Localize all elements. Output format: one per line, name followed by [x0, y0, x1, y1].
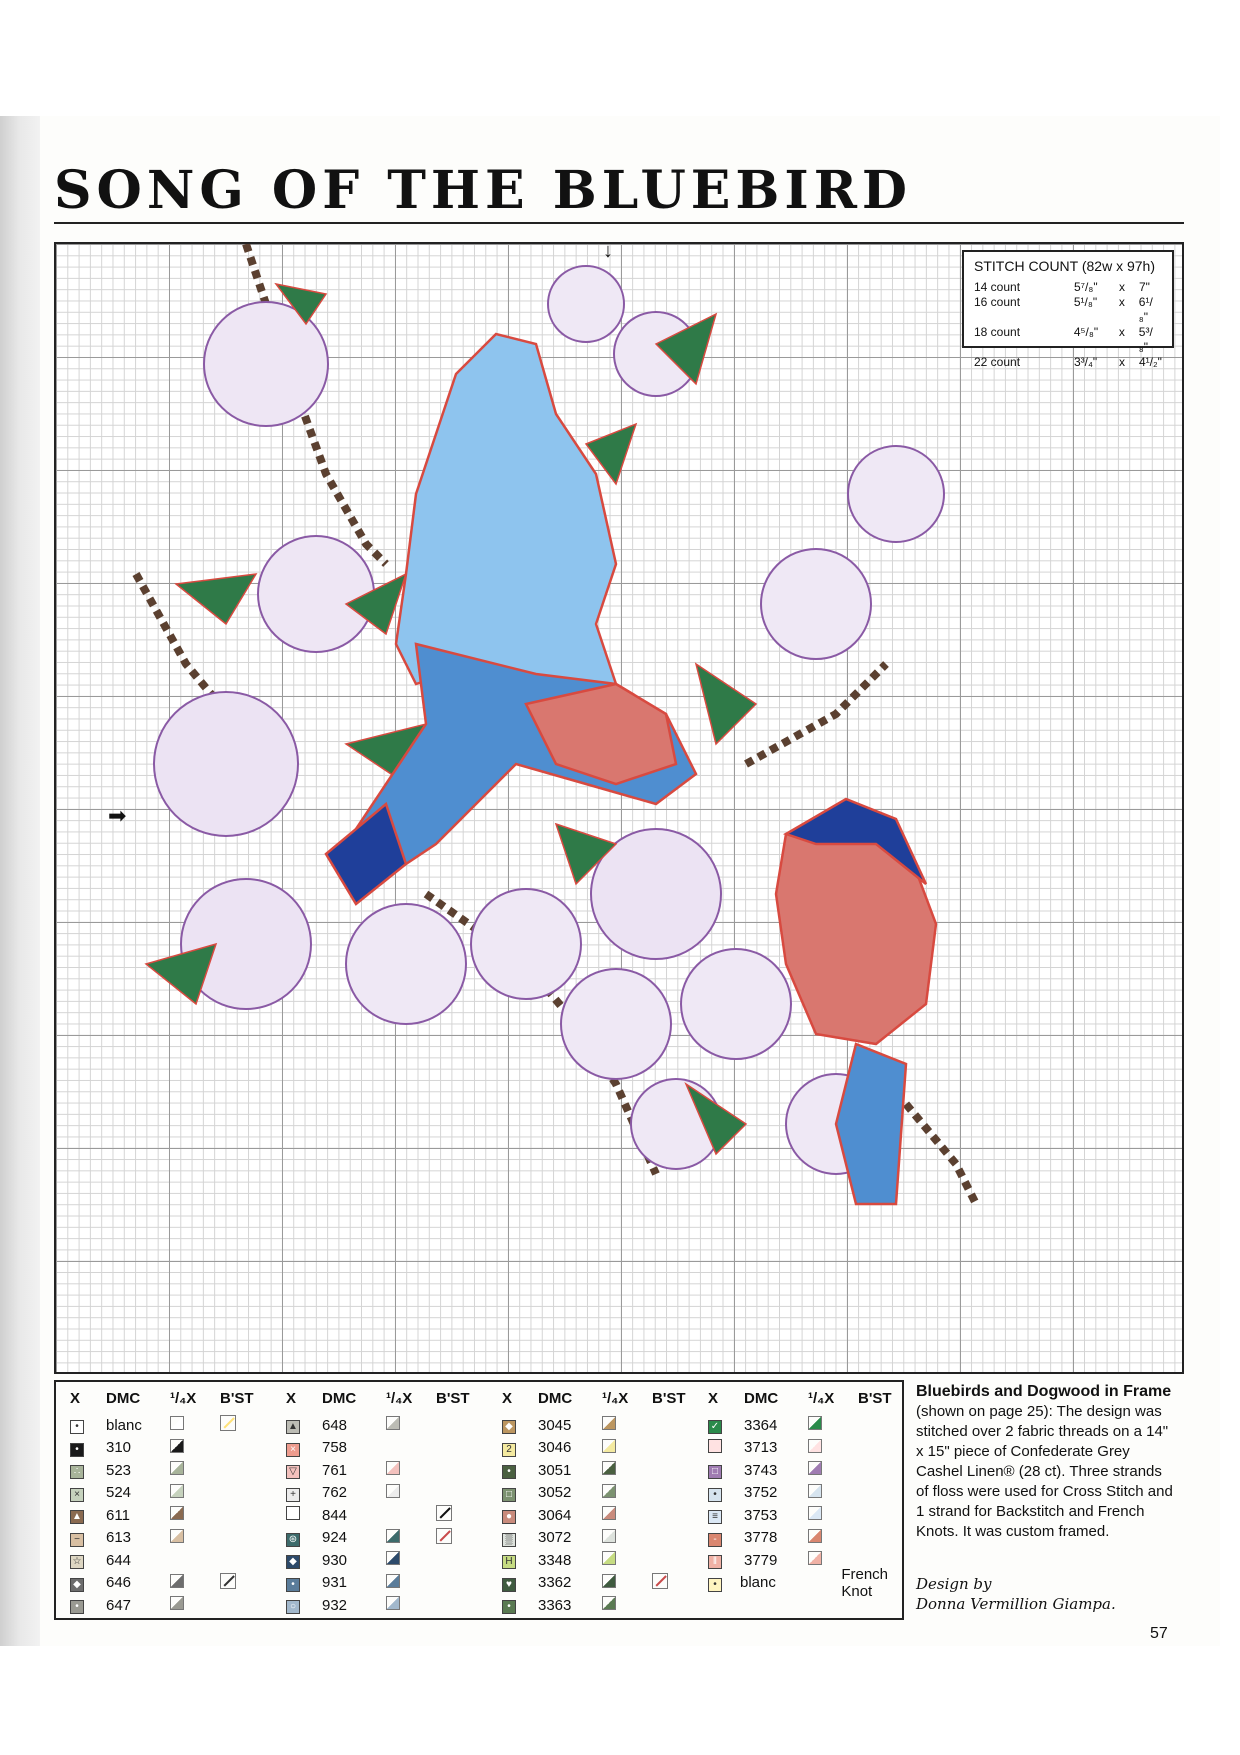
blossom — [204, 302, 328, 426]
quarter-stitch-icon — [386, 1574, 400, 1588]
blossom — [848, 446, 944, 542]
dmc-number: 3752 — [744, 1484, 778, 1502]
dmc-number: 924 — [322, 1529, 348, 1547]
count-width: 3³/₄" — [1074, 355, 1098, 369]
title-rule — [54, 222, 1184, 224]
key-header-bst: B'ST — [858, 1390, 892, 1407]
key-row — [502, 1572, 708, 1595]
key-row — [708, 1482, 914, 1505]
notes-title: Bluebirds and Dogwood in Frame — [916, 1383, 1172, 1400]
key-row — [286, 1482, 492, 1505]
design-notes — [916, 1382, 1178, 1542]
design-credit-line2: Donna Vermillion Giampa. — [916, 1595, 1116, 1613]
dmc-number: 644 — [106, 1551, 132, 1569]
key-row — [502, 1482, 708, 1505]
floss-symbol-icon — [708, 1439, 722, 1453]
key-row — [286, 1459, 492, 1482]
quarter-stitch-icon — [386, 1529, 400, 1543]
dmc-number: 3045 — [538, 1416, 572, 1434]
quarter-stitch-icon — [808, 1529, 822, 1543]
stitch-count-box — [962, 250, 1174, 369]
floss-symbol-icon: ✓ — [708, 1420, 722, 1434]
key-row — [502, 1414, 708, 1437]
quarter-stitch-icon — [602, 1506, 616, 1520]
center-arrow-top-icon: ↓ — [603, 240, 613, 262]
floss-symbol-icon: □ — [502, 1488, 516, 1502]
dmc-number: 524 — [106, 1484, 132, 1502]
stitch-count-row — [974, 280, 1162, 295]
floss-symbol-icon: ▽ — [286, 1465, 300, 1479]
floss-symbol-icon: - — [708, 1533, 722, 1547]
floss-symbol-icon: □ — [708, 1465, 722, 1479]
quarter-stitch-icon — [386, 1461, 400, 1475]
count-x: x — [1118, 295, 1125, 309]
key-column — [286, 1390, 492, 1617]
leaf — [696, 664, 756, 744]
color-key — [54, 1380, 904, 1620]
center-arrow-left-icon: ➡ — [108, 803, 127, 828]
leaf — [176, 574, 256, 624]
key-header-quarter: ¹/₄X — [170, 1390, 197, 1407]
dmc-number: 3052 — [538, 1484, 572, 1502]
dmc-number: 3348 — [538, 1551, 572, 1569]
count-width: 5¹/₈" — [1073, 295, 1098, 309]
floss-symbol-icon: ≡ — [708, 1510, 722, 1524]
quarter-stitch-icon — [602, 1574, 616, 1588]
floss-symbol-icon: × — [70, 1488, 84, 1502]
backstitch-icon — [436, 1505, 452, 1521]
cross-stitch-chart — [54, 242, 1184, 1374]
quarter-stitch-icon — [170, 1596, 184, 1610]
blossom — [346, 904, 466, 1024]
key-header-x: X — [502, 1390, 513, 1407]
backstitch-icon — [436, 1528, 452, 1544]
key-row — [70, 1549, 276, 1572]
quarter-stitch-icon — [808, 1416, 822, 1430]
key-row — [286, 1527, 492, 1550]
key-row — [286, 1594, 492, 1617]
blossom — [761, 549, 871, 659]
key-row — [70, 1527, 276, 1550]
quarter-stitch-icon — [170, 1574, 184, 1588]
floss-symbol-icon: ♥ — [502, 1578, 516, 1592]
dmc-number: 3779 — [744, 1551, 778, 1569]
quarter-stitch-icon — [386, 1596, 400, 1610]
floss-symbol-icon: • — [502, 1600, 516, 1614]
count-label: 18 count — [974, 325, 1021, 339]
floss-symbol-icon: ▲ — [286, 1420, 300, 1434]
quarter-stitch-icon — [602, 1416, 616, 1430]
blossom — [548, 266, 624, 342]
quarter-stitch-icon — [170, 1506, 184, 1520]
branch-lower-right — [906, 1104, 976, 1204]
key-row — [502, 1594, 708, 1617]
quarter-stitch-icon — [602, 1439, 616, 1453]
blossom — [561, 969, 671, 1079]
quarter-stitch-icon — [602, 1461, 616, 1475]
key-row — [708, 1565, 914, 1600]
key-row — [70, 1414, 276, 1437]
key-row — [286, 1504, 492, 1527]
quarter-stitch-icon — [808, 1439, 822, 1453]
key-header-quarter: ¹/₄X — [602, 1390, 629, 1407]
floss-symbol-icon: ● — [502, 1510, 516, 1524]
count-height: 4¹/₂" — [1139, 355, 1162, 369]
dmc-number: 3362 — [538, 1574, 572, 1592]
floss-symbol-icon: ‖ — [708, 1555, 722, 1569]
key-header-x: X — [708, 1390, 719, 1407]
floss-symbol-icon: ☆ — [70, 1555, 84, 1569]
quarter-stitch-icon — [170, 1484, 184, 1498]
key-row — [70, 1572, 276, 1595]
floss-symbol-icon: 2 — [502, 1443, 516, 1457]
quarter-stitch-icon — [386, 1484, 400, 1498]
quarter-stitch-icon — [602, 1596, 616, 1610]
floss-symbol-icon: ▲ — [70, 1510, 84, 1524]
count-height: 6¹/₈" — [1138, 295, 1153, 324]
count-label: 14 count — [974, 280, 1021, 294]
floss-symbol-icon: • — [708, 1578, 722, 1592]
dmc-number: 3363 — [538, 1596, 572, 1614]
floss-symbol-icon: • — [70, 1600, 84, 1614]
key-row — [70, 1504, 276, 1527]
floss-symbol-icon: ▒ — [502, 1533, 516, 1547]
key-header-quarter: ¹/₄X — [386, 1390, 413, 1407]
key-row — [286, 1549, 492, 1572]
quarter-stitch-icon — [808, 1461, 822, 1475]
key-header-bst: B'ST — [652, 1390, 686, 1407]
floss-symbol-icon: ⊛ — [286, 1533, 300, 1547]
key-header-bst: B'ST — [436, 1390, 470, 1407]
blossom — [258, 536, 374, 652]
stitch-count-title: STITCH COUNT (82w x 97h) — [974, 258, 1155, 274]
dmc-number: 648 — [322, 1416, 348, 1434]
quarter-stitch-icon — [602, 1529, 616, 1543]
dmc-number: 3364 — [744, 1416, 778, 1434]
dmc-number: 3046 — [538, 1439, 572, 1457]
floss-symbol-icon: − — [70, 1533, 84, 1547]
key-column — [708, 1390, 914, 1600]
dmc-number: 3713 — [744, 1439, 778, 1457]
blossom — [471, 889, 581, 999]
key-row — [502, 1437, 708, 1460]
design-credit-line1: Design by — [916, 1575, 992, 1593]
count-width: 5⁷/₈" — [1074, 280, 1098, 294]
key-header-bst: B'ST — [220, 1390, 254, 1407]
stitch-count-row — [974, 325, 1162, 355]
quarter-stitch-icon — [386, 1416, 400, 1430]
dmc-number: 761 — [322, 1461, 348, 1479]
count-x: x — [1119, 280, 1125, 294]
dmc-number: 3743 — [744, 1461, 778, 1479]
key-header — [708, 1390, 914, 1414]
stitch-count-row — [974, 355, 1162, 370]
key-header-x: X — [286, 1390, 297, 1407]
dmc-number: 762 — [322, 1484, 348, 1502]
french-knot-label: French Knot — [841, 1565, 889, 1600]
count-label: 16 count — [974, 295, 1021, 309]
floss-symbol-icon: ◆ — [286, 1555, 300, 1569]
key-header-dmc: DMC — [744, 1390, 779, 1407]
floss-symbol-icon: • — [70, 1443, 84, 1457]
count-x: x — [1119, 355, 1125, 369]
floss-symbol-icon: ◆ — [502, 1420, 516, 1434]
key-header-dmc: DMC — [538, 1390, 573, 1407]
key-row — [286, 1572, 492, 1595]
dmc-number: 647 — [106, 1596, 132, 1614]
key-row — [708, 1527, 914, 1550]
dmc-number: blanc — [106, 1416, 142, 1434]
quarter-stitch-icon — [170, 1439, 184, 1453]
quarter-stitch-icon — [808, 1551, 822, 1565]
page-number: 57 — [1150, 1625, 1168, 1642]
floss-symbol-icon: ◆ — [70, 1578, 84, 1592]
key-header — [70, 1390, 276, 1414]
chart-design — [56, 244, 1182, 1372]
dmc-number: 932 — [322, 1596, 348, 1614]
key-row — [502, 1549, 708, 1572]
key-header-quarter: ¹/₄X — [808, 1390, 835, 1407]
floss-symbol-icon — [286, 1506, 300, 1520]
key-header-x: X — [70, 1390, 81, 1407]
floss-symbol-icon: ○ — [286, 1600, 300, 1614]
key-header-dmc: DMC — [106, 1390, 141, 1407]
count-x: x — [1118, 325, 1125, 339]
dmc-number: 523 — [106, 1461, 132, 1479]
key-row — [708, 1504, 914, 1527]
count-label: 22 count — [974, 355, 1021, 369]
key-header — [502, 1390, 708, 1414]
branch-right — [746, 664, 886, 764]
key-header — [286, 1390, 492, 1414]
floss-symbol-icon: + — [286, 1488, 300, 1502]
dmc-number: 613 — [106, 1529, 132, 1547]
dmc-number: 611 — [106, 1506, 130, 1524]
dmc-number: 931 — [322, 1574, 348, 1592]
key-row — [502, 1459, 708, 1482]
key-row — [708, 1437, 914, 1460]
quarter-stitch-icon — [808, 1484, 822, 1498]
count-width: 4⁵/₈" — [1073, 325, 1099, 339]
dmc-number: 930 — [322, 1551, 348, 1569]
key-row — [70, 1459, 276, 1482]
key-column — [70, 1390, 276, 1617]
page-title: SONG OF THE BLUEBIRD — [54, 160, 913, 221]
dmc-number: 3753 — [744, 1506, 778, 1524]
key-row — [286, 1414, 492, 1437]
count-height: 7" — [1139, 280, 1150, 294]
key-row — [70, 1594, 276, 1617]
dmc-number: 3778 — [744, 1529, 778, 1547]
floss-symbol-icon: H — [502, 1555, 516, 1569]
key-column — [502, 1390, 708, 1617]
dmc-number: blanc — [740, 1574, 776, 1592]
floss-symbol-icon: ∴ — [70, 1465, 84, 1479]
backstitch-icon — [220, 1415, 236, 1431]
dmc-number: 3072 — [538, 1529, 572, 1547]
floss-symbol-icon: • — [286, 1578, 300, 1592]
quarter-stitch-icon — [170, 1529, 184, 1543]
dmc-number: 646 — [106, 1574, 132, 1592]
key-row — [708, 1414, 914, 1437]
key-row — [70, 1482, 276, 1505]
dmc-number: 844 — [322, 1506, 348, 1524]
dmc-number: 758 — [322, 1439, 348, 1457]
notes-body: (shown on page 25): The design was stitched over 2 fabric threads on a 14" x 15" piece of Confederate Grey Cashel Linen® (28 ct). Three strands of floss were used for Cross Stitch and 1 strand for Backstitch and French Knots. It was custom framed. — [916, 1403, 1173, 1540]
floss-symbol-icon: × — [286, 1443, 300, 1457]
floss-symbol-icon: • — [502, 1465, 516, 1479]
backstitch-icon — [220, 1573, 236, 1589]
floss-symbol-icon: • — [708, 1488, 722, 1502]
key-row — [502, 1504, 708, 1527]
page-top-margin — [0, 0, 1240, 116]
key-row — [708, 1459, 914, 1482]
key-row — [502, 1527, 708, 1550]
blossom — [681, 949, 791, 1059]
quarter-stitch-icon — [602, 1551, 616, 1565]
count-height: 5³/₈" — [1138, 325, 1153, 354]
key-row — [70, 1437, 276, 1460]
quarter-stitch-icon — [170, 1461, 184, 1475]
quarter-stitch-icon — [602, 1484, 616, 1498]
blossom — [154, 692, 298, 836]
quarter-stitch-icon — [808, 1506, 822, 1520]
backstitch-icon — [652, 1573, 668, 1589]
quarter-stitch-icon — [170, 1416, 184, 1430]
quarter-stitch-icon — [386, 1551, 400, 1565]
key-header-dmc: DMC — [322, 1390, 357, 1407]
design-credit — [916, 1574, 1116, 1614]
stitch-count-row — [974, 295, 1162, 325]
dmc-number: 310 — [106, 1439, 132, 1457]
dmc-number: 3051 — [538, 1461, 572, 1479]
dmc-number: 3064 — [538, 1506, 572, 1524]
bluebird2-tail — [836, 1044, 906, 1204]
key-row — [286, 1437, 492, 1460]
floss-symbol-icon: • — [70, 1420, 84, 1434]
